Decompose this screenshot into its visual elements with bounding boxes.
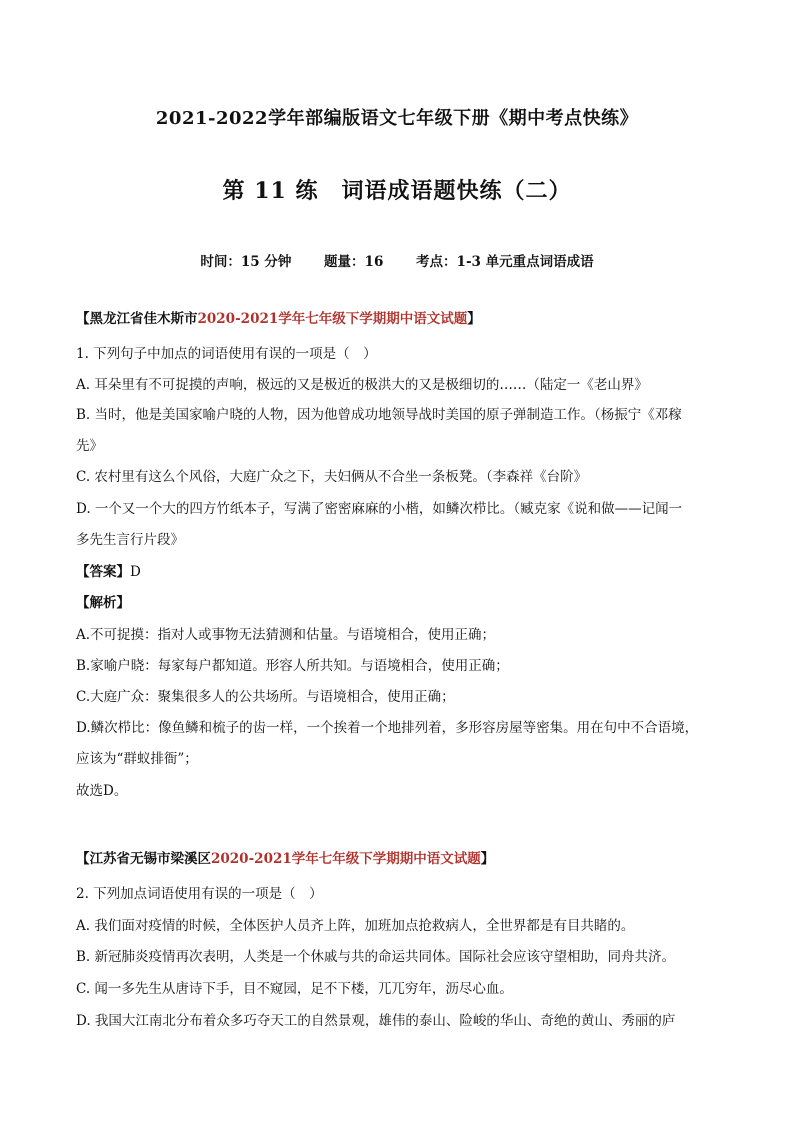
q2-source: 【江苏省无锡市梁溪区2020-2021学年七年级下学期期中语文试题】	[76, 851, 495, 867]
q1-explanation-d: D.鳞次栉比：像鱼鳞和梳子的齿一样，一个挨着一个地排列着，多形容房屋等密集。用在句中不合语境，	[76, 720, 699, 736]
q2-option-d: D. 我国大江南北分布着众多巧夺天工的自然景观，雄伟的泰山、险峻的华山、奇绝的黄山、秀丽的庐	[76, 1013, 676, 1029]
q1-option-b-cont: 先》	[76, 438, 103, 454]
q1-explanation-d-cont: 应该为“群蚁排衙”；	[76, 751, 198, 767]
q1-explanation-c: C.大庭广众：聚集很多人的公共场所。与语境相合，使用正确；	[76, 689, 455, 705]
document-subtitle: 第 11 练 词语成语题快练（二）	[222, 178, 572, 204]
question-count: 题量：16	[324, 254, 384, 270]
q1-option-d-cont: 多先生言行片段》	[76, 532, 184, 548]
q1-option-c: C. 农村里有这么个风俗，大庭广众之下，夫妇俩从不合坐一条板凳。（李森祥《台阶》	[76, 469, 588, 485]
time-info: 时间：15 分钟	[200, 254, 292, 270]
q1-explanation-a: A.不可捉摸：指对人或事物无法猜测和估量。与语境相合，使用正确；	[76, 627, 496, 643]
q1-explanation-b: B.家喻户晓：每家每户都知道。形容人所共知。与语境相合，使用正确；	[76, 658, 509, 674]
q1-answer: 【答案】D	[76, 564, 141, 580]
q2-option-b: B. 新冠肺炎疫情再次表明，人类是一个休戚与共的命运共同体。国际社会应该守望相助，同舟共济。	[76, 949, 676, 965]
document-meta	[0, 250, 794, 270]
q1-analysis-label: 【解析】	[76, 595, 130, 611]
q2-option-c: C. 闻一多先生从唐诗下手，目不窥园，足不下楼，兀兀穷年，沥尽心血。	[76, 981, 513, 997]
topic-info: 考点：1-3 单元重点词语成语	[416, 254, 594, 270]
q1-conclusion: 故选D。	[76, 783, 128, 799]
q1-source: 【黑龙江省佳木斯市2020-2021学年七年级下学期期中语文试题】	[76, 311, 481, 327]
q1-option-a: A. 耳朵里有不可捉摸的声响，极远的又是极近的极洪大的又是极细切的……（陆定一《老山界》	[76, 377, 648, 393]
q1-stem: 1. 下列句子中加点的词语使用有误的一项是（ ）	[76, 346, 377, 362]
q2-option-a: A. 我们面对疫情的时候，全体医护人员齐上阵，加班加点抢救病人，全世界都是有目共睹的。	[76, 918, 635, 934]
q1-option-b: B. 当时，他是美国家喻户晓的人物，因为他曾成功地领导战时美国的原子弹制造工作。（杨振宁《邓稼	[76, 407, 682, 423]
document-title: 2021-2022学年部编版语文七年级下册《期中考点快练》	[155, 108, 639, 129]
q2-stem: 2. 下列加点词语使用有误的一项是（ ）	[76, 886, 323, 902]
q1-option-d: D. 一个又一个大的四方竹纸本子，写满了密密麻麻的小楷，如鳞次栉比。（臧克家《说和做——记闻一	[76, 501, 683, 517]
